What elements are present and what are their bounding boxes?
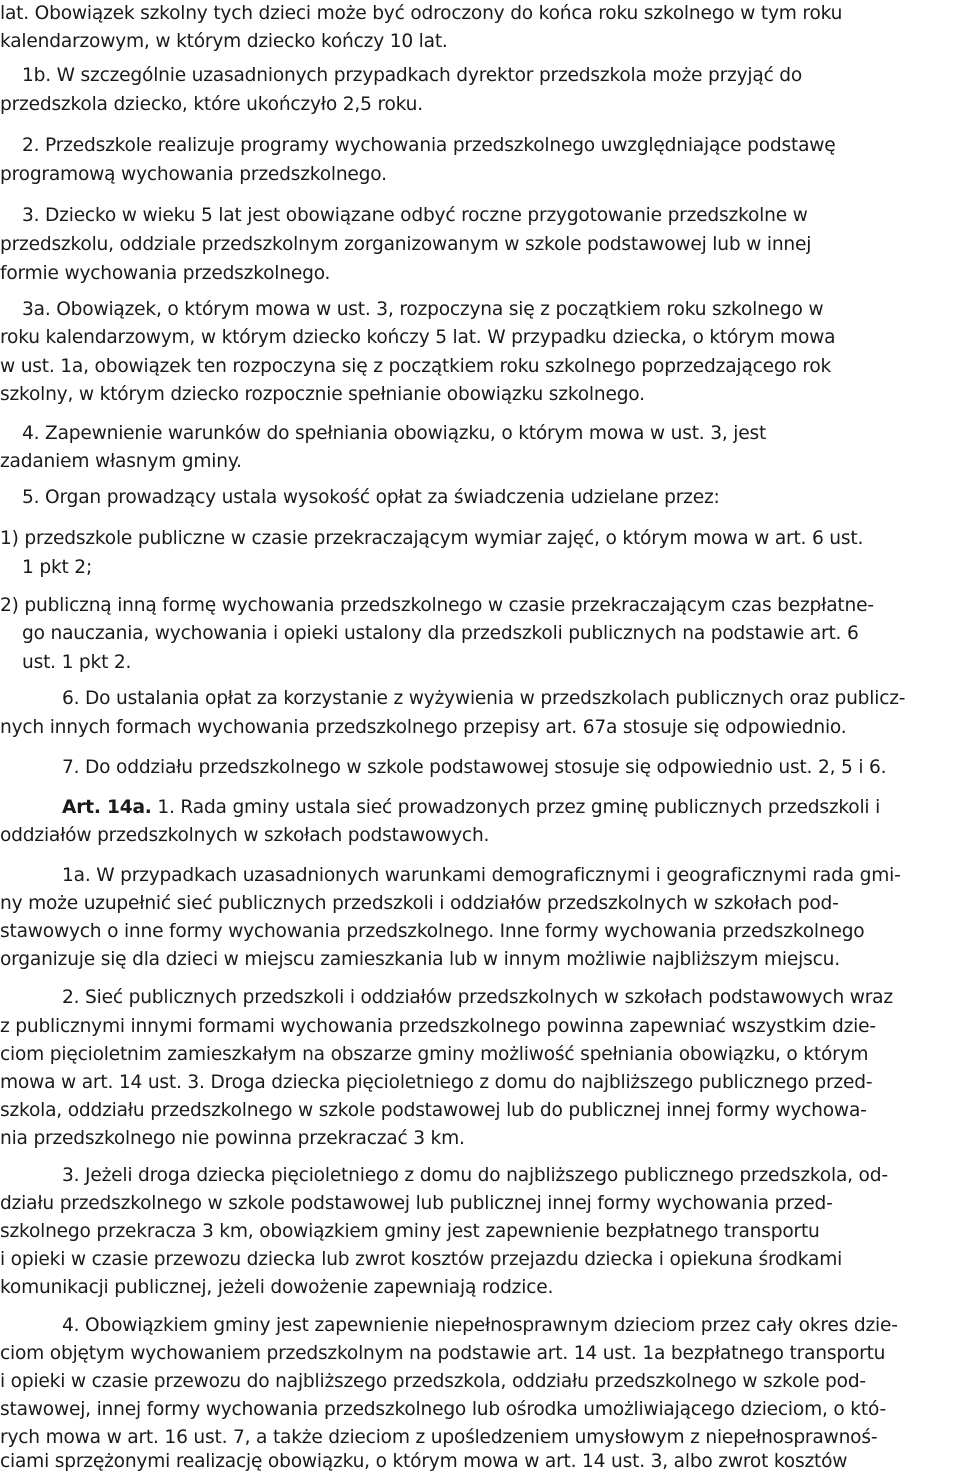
- text-line: i opieki w czasie przewozu do najbliższego przedszkola, oddziału przedszkolnego w szkole pod-: [0, 1371, 866, 1392]
- text-line: przedszkolu, oddziale przedszkolnym zorganizowanym w szkole podstawowej lub w innej: [0, 234, 812, 255]
- text-line: lat. Obowiązek szkolny tych dzieci może być odroczony do końca roku szkolnego w tym roku: [0, 3, 843, 24]
- text-line: rych mowa w art. 16 ust. 7, a także dzieciom z upośledzeniem umysłowym z niepełnosprawnoś-: [0, 1427, 878, 1448]
- text-line: stawowej, innej formy wychowania przedszkolnego lub ośrodka umożliwiającego dzieciom, o któ-: [0, 1399, 886, 1420]
- paragraph-3: 3. Dziecko w wieku 5 lat jest obowiązane odbyć roczne przygotowanie przedszkolne w: [22, 205, 808, 226]
- text-line: nia przedszkolnego nie powinna przekraczać 3 km.: [0, 1128, 465, 1149]
- list-item-2: 2) publiczną inną formę wychowania przedszkolnego w czasie przekraczającym czas bezpłatne-: [0, 595, 874, 616]
- paragraph-14a-3: 3. Jeżeli droga dziecka pięcioletniego z domu do najbliższego publicznego przedszkola, od-: [62, 1165, 888, 1186]
- paragraph-14a-2: 2. Sieć publicznych przedszkoli i oddziałów przedszkolnych w szkołach podstawowych wraz: [62, 987, 893, 1008]
- article-14a-line: [62, 794, 880, 823]
- text-line: w ust. 1a, obowiązek ten rozpoczyna się z początkiem roku szkolnego poprzedzającego rok: [0, 356, 832, 377]
- paragraph-14a-4: 4. Obowiązkiem gminy jest zapewnienie niepełnosprawnym dzieciom przez cały okres dzie-: [62, 1315, 898, 1336]
- paragraph-4: 4. Zapewnienie warunków do spełniania obowiązku, o którym mowa w ust. 3, jest: [22, 423, 767, 444]
- text-line: oddziałów przedszkolnych w szkołach podstawowych.: [0, 825, 490, 846]
- text-line: ciom objętym wychowaniem przedszkolnym na podstawie art. 14 ust. 1a bezpłatnego transportu: [0, 1343, 886, 1364]
- text-line: ciom pięcioletnim zamieszkałym na obszarze gminy możliwość spełniania obowiązku, o którym: [0, 1044, 869, 1065]
- text-line: zadaniem własnym gminy.: [0, 451, 242, 472]
- article-text: 1. Rada gminy ustala sieć prowadzonych przez gminę publicznych przedszkoli i: [151, 797, 881, 818]
- text-line: programową wychowania przedszkolnego.: [0, 164, 387, 185]
- list-item-1: 1) przedszkole publiczne w czasie przekraczającym wymiar zajęć, o którym mowa w art. 6 ust.: [0, 528, 864, 549]
- text-line: ny może uzupełnić sieć publicznych przedszkoli i oddziałów przedszkolnych w szkołach pod-: [0, 893, 839, 914]
- paragraph-1a: 1a. W przypadkach uzasadnionych warunkami demograficznymi i geograficznymi rada gmi-: [62, 865, 901, 886]
- text-line: roku kalendarzowym, w którym dziecko kończy 5 lat. W przypadku dziecka, o którym mowa: [0, 327, 836, 348]
- text-line: formie wychowania przedszkolnego.: [0, 263, 331, 284]
- text-line: szkolny, w którym dziecko rozpocznie spełnianie obowiązku szkolnego.: [0, 384, 645, 405]
- text-line: go nauczania, wychowania i opieki ustalony dla przedszkoli publicznych na podstawie art. 6: [22, 623, 859, 644]
- text-line: 1 pkt 2;: [22, 557, 93, 578]
- paragraph-1b: 1b. W szczególnie uzasadnionych przypadkach dyrektor przedszkola może przyjąć do: [22, 65, 803, 86]
- text-line: komunikacji publicznej, jeżeli dowożenie zapewniają rodzice.: [0, 1277, 554, 1298]
- text-line: z publicznymi innymi formami wychowania przedszkolnego powinna zapewniać wszystkim dzie-: [0, 1016, 876, 1037]
- text-line: działu przedszkolnego w szkole podstawowej lub publicznej innej formy wychowania przed-: [0, 1193, 833, 1214]
- paragraph-6: 6. Do ustalania opłat za korzystanie z wyżywienia w przedszkolach publicznych oraz publicz-: [62, 688, 906, 709]
- text-line: stawowych o inne formy wychowania przedszkolnego. Inne formy wychowania przedszkolnego: [0, 921, 865, 942]
- text-line: ciami sprzężonymi realizację obowiązku, o którym mowa w art. 14 ust. 3, albo zwrot kosztów: [0, 1451, 848, 1472]
- paragraph-3a: 3a. Obowiązek, o którym mowa w ust. 3, rozpoczyna się z początkiem roku szkolnego w: [22, 299, 824, 320]
- text-line: mowa w art. 14 ust. 3. Droga dziecka pięcioletniego z domu do najbliższego publicznego przed-: [0, 1072, 873, 1093]
- text-line: szkola, oddziału przedszkolnego w szkole podstawowej lub do publicznej innej formy wychowa-: [0, 1100, 867, 1121]
- text-line: organizuje się dla dzieci w miejscu zamieszkania lub w innym możliwie najbliższym miejscu.: [0, 949, 840, 970]
- text-line: nych innych formach wychowania przedszkolnego przepisy art. 67a stosuje się odpowiednio.: [0, 717, 847, 738]
- text-line: kalendarzowym, w którym dziecko kończy 10 lat.: [0, 31, 448, 52]
- text-line: i opieki w czasie przewozu dziecka lub zwrot kosztów przejazdu dziecka i opiekuna środkami: [0, 1249, 843, 1270]
- article-heading: Art. 14a.: [62, 797, 152, 818]
- text-line: ust. 1 pkt 2.: [22, 652, 132, 673]
- paragraph-5: 5. Organ prowadzący ustala wysokość opłat za świadczenia udzielane przez:: [22, 487, 720, 508]
- text-line: przedszkola dziecko, które ukończyło 2,5 roku.: [0, 94, 423, 115]
- paragraph-7: 7. Do oddziału przedszkolnego w szkole podstawowej stosuje się odpowiednio ust. 2, 5 i 6.: [62, 757, 887, 778]
- text-line: szkolnego przekracza 3 km, obowiązkiem gminy jest zapewnienie bezpłatnego transportu: [0, 1221, 820, 1242]
- paragraph-2: 2. Przedszkole realizuje programy wychowania przedszkolnego uwzględniające podstawę: [22, 135, 836, 156]
